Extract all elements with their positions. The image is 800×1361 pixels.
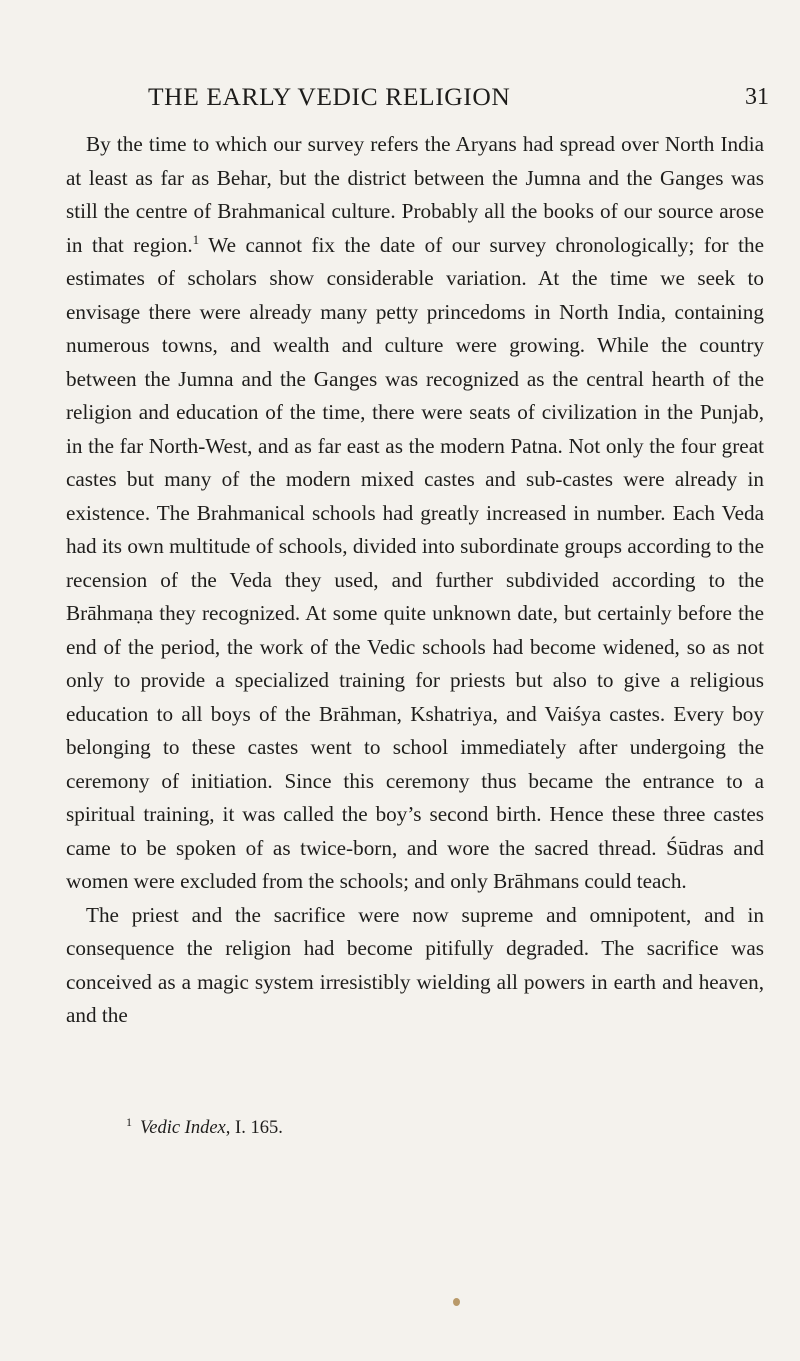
paragraph-text: By the time to which our survey refers the Aryans had spread over North India at least as far as Behar, but the district between the Jumna and the Ganges was still the centre of Brahmanical culture. Probably all the books of our source arose in that region.: [66, 132, 764, 257]
paragraph-text: The priest and the sacrifice were now supreme and omnipotent, and in consequence the religion had become pitifully degraded. The sacrifice was conceived as a magic system irresistibly wielding all powers in earth and heaven, and the: [66, 902, 764, 1027]
paragraph-text: We cannot fix the date of our survey chronologically; for the estimates of scholars show considerable variation. At the time we seek to envisage there were already many petty princedoms in North India, containing numerous towns, and wealth and culture were growing. While the country between the Jumna and the Ganges was recognized as the central hearth of the religion and education of the time, there were seats of civilization in the Punjab, in the far North-West, and as far east as the modern Patna. Not only the four great castes but many of the modern mixed castes and sub-castes were already in existence. The Brahmanical schools had greatly increased in number. Each Veda had its own multitude of schools, divided into subordinate groups according to the recension of the Veda they used, and further subdivided according to the Brāhmaṇa they recognized. At some quite unknown date, but certainly before the end of the period, the work of the Vedic schools had become widened, so as not only to provide a specialized training for priests but also to give a religious education to all boys of the Brāhman, Kshatriya, and Vaiśya castes. Every boy belonging to these castes went to school immediately after undergoing the ceremony of initiation. Since this ceremony thus became the entrance to a spiritual training, it was called the boy’s second birth. Hence these three castes came to be spoken of as twice-born, and wore the sacred thread. Śūdras and women were excluded from the schools; and only Brāhmans could teach.: [66, 232, 764, 893]
page-number: 31: [745, 84, 769, 110]
footnote-title: Vedic Index: [140, 1118, 226, 1138]
paper-speck: [453, 1298, 460, 1306]
running-head: THE EARLY VEDIC RELIGION: [148, 82, 511, 111]
footnote-number: 1: [126, 1115, 132, 1129]
footnote: [126, 1115, 283, 1139]
footnote-text: , I. 165.: [225, 1118, 283, 1138]
footnote-reference: 1: [192, 231, 200, 247]
body-text: [66, 128, 764, 1033]
paragraph: [66, 899, 764, 1033]
paragraph: [66, 128, 764, 899]
